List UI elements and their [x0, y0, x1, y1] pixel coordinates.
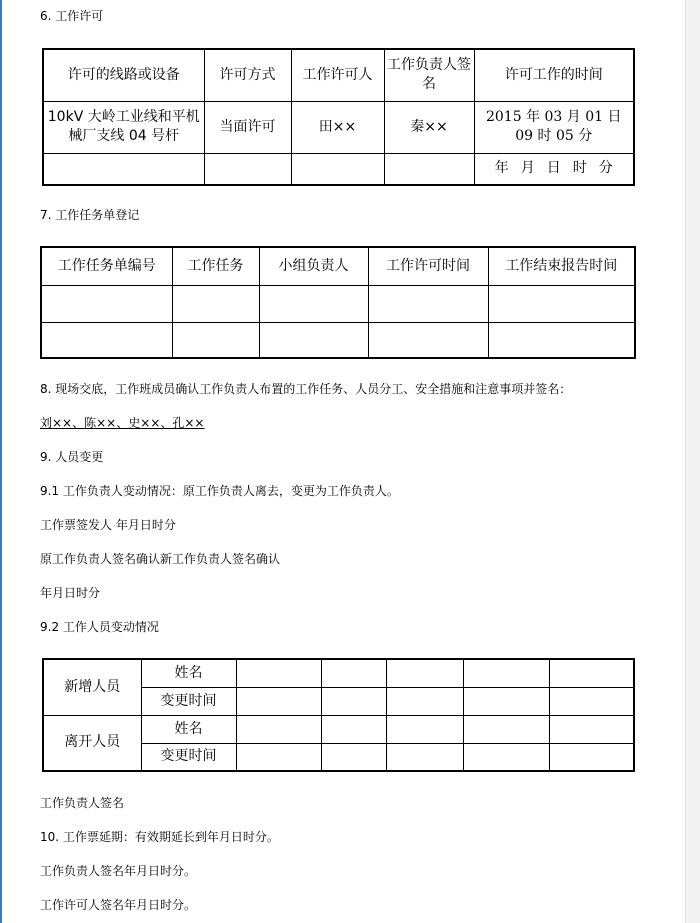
- blank-cell: [291, 153, 384, 185]
- section-9-1-text: 9.1 工作负责人变动情况：原工作负责人离去，变更为工作负责人。: [40, 484, 399, 498]
- section-6-title: 6. 工作许可: [40, 9, 104, 23]
- blank-cell: [236, 659, 321, 687]
- blank-cell: [488, 322, 635, 358]
- blank-cell: [172, 322, 259, 358]
- issuer-sign-line: 工作票签发人 年月日时分: [40, 518, 176, 532]
- blank-cell: [41, 322, 172, 358]
- task-sheet-table: [40, 246, 636, 359]
- blank-cell: [172, 285, 259, 322]
- label-added-staff: 新增人员: [43, 659, 141, 715]
- header-permit-time: 许可工作的时间: [474, 49, 634, 101]
- blank-cell: [463, 743, 549, 771]
- crew-signers: 刘××、陈××、史××、孔××: [40, 416, 205, 430]
- blank-cell: [41, 285, 172, 322]
- label-left-staff: 离开人员: [43, 715, 141, 771]
- label-name: 姓名: [141, 659, 236, 687]
- header-permit-time: 工作许可时间: [368, 247, 488, 285]
- work-permit-table: [42, 48, 635, 186]
- blank-cell: [386, 715, 463, 743]
- blank-cell: [549, 687, 634, 715]
- blank-cell: [321, 715, 386, 743]
- section-7-title: 7. 工作任务单登记: [40, 208, 140, 222]
- blank-cell: [386, 743, 463, 771]
- label-change-time: 变更时间: [141, 743, 236, 771]
- section-8-text: 8. 现场交底，工作班成员确认工作负责人布置的工作任务、人员分工、安全措施和注意事项并签名：: [40, 382, 572, 396]
- blank-cell: [321, 687, 386, 715]
- unit-year: 年: [494, 160, 509, 177]
- header-method: 许可方式: [204, 49, 291, 101]
- blank-cell: [259, 322, 368, 358]
- leader-confirm-line: 原工作负责人签名确认新工作负责人签名确认: [40, 552, 281, 566]
- header-task: 工作任务: [172, 247, 259, 285]
- blank-cell: [386, 659, 463, 687]
- label-change-time: 变更时间: [141, 687, 236, 715]
- leader-sign-date-line: 工作负责人签名年月日时分。: [40, 864, 197, 878]
- blank-cell: [368, 322, 488, 358]
- blank-time-cell: [474, 153, 634, 185]
- section-9-title: 9. 人员变更: [40, 450, 104, 464]
- blank-cell: [236, 687, 321, 715]
- blank-cell: [549, 743, 634, 771]
- header-permitter: 工作许可人: [291, 49, 384, 101]
- blank-cell: [386, 687, 463, 715]
- blank-cell: [321, 743, 386, 771]
- header-device: 许可的线路或设备: [43, 49, 204, 101]
- section-10-text: 10. 工作票延期：有效期延长到年月日时分。: [40, 830, 279, 844]
- blank-cell: [463, 659, 549, 687]
- blank-cell: [549, 659, 634, 687]
- cell-method: 当面许可: [204, 101, 291, 153]
- unit-month: 月: [520, 160, 535, 177]
- blank-cell: [43, 153, 204, 185]
- cell-leader-sign: 秦××: [384, 101, 474, 153]
- permit-time-date: 2015 年 03 月 01 日: [485, 109, 622, 125]
- blank-cell: [204, 153, 291, 185]
- label-name: 姓名: [141, 715, 236, 743]
- blank-cell: [236, 715, 321, 743]
- scrollbar-track[interactable]: [685, 0, 700, 923]
- blank-cell: [236, 743, 321, 771]
- blank-cell: [259, 285, 368, 322]
- staff-change-table: [42, 658, 635, 772]
- permit-time-clock: 09 时 05 分: [515, 128, 593, 144]
- header-end-report-time: 工作结束报告时间: [488, 247, 635, 285]
- blank-cell: [488, 285, 635, 322]
- blank-cell: [368, 285, 488, 322]
- leader-sign-line: 工作负责人签名: [40, 796, 125, 810]
- blank-cell: [463, 687, 549, 715]
- header-task-no: 工作任务单编号: [41, 247, 172, 285]
- section-9-2-title: 9.2 工作人员变动情况: [40, 620, 159, 634]
- cell-permit-time: [474, 101, 634, 153]
- permitter-sign-date-line: 工作许可人签名年月日时分。: [40, 898, 197, 912]
- cell-device: 10kV 大岭工业线和平机械厂支线 04 号杆: [43, 101, 204, 153]
- blank-cell: [321, 659, 386, 687]
- unit-hour: 时: [572, 160, 587, 177]
- date-line: 年月日时分: [40, 586, 101, 600]
- left-border-strip: [0, 0, 2, 923]
- cell-permitter: 田××: [291, 101, 384, 153]
- blank-cell: [463, 715, 549, 743]
- blank-cell: [384, 153, 474, 185]
- header-leader-sign: 工作负责人签名: [384, 49, 474, 101]
- unit-day: 日: [546, 160, 561, 177]
- blank-cell: [549, 715, 634, 743]
- header-group-leader: 小组负责人: [259, 247, 368, 285]
- unit-minute: 分: [598, 160, 613, 177]
